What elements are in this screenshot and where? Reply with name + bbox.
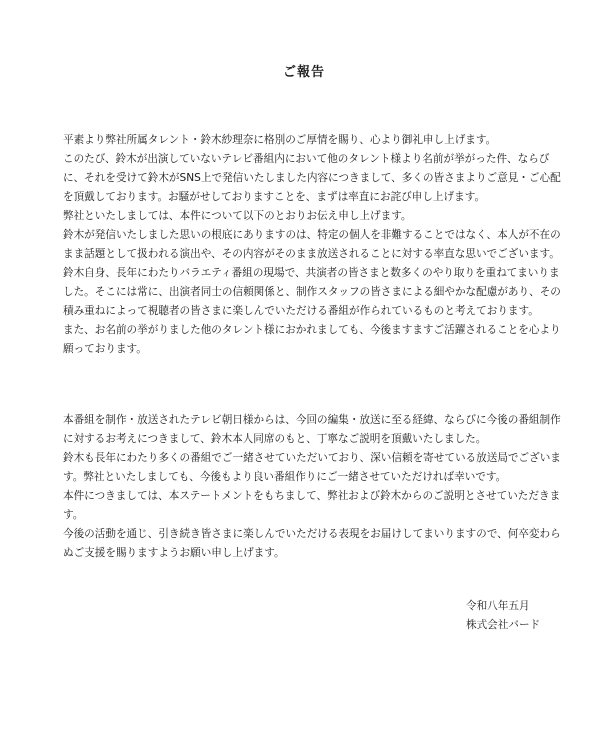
paragraph-company-position: 弊社といたしましては、本件について以下のとおりお伝え申し上げます。 [63, 210, 412, 222]
paragraph-conclusion: 本件につきましては、本ステートメントをもちまして、弊社および鈴木からのご説明とさせていただきます。 [63, 490, 561, 521]
signature-block [466, 597, 540, 635]
statement-section-2 [63, 411, 563, 563]
paragraph-trust: 鈴木も長年にわたり多くの番組でご一緒させていただいており、深い信頼を寄せている放送局でございます。弊社といたしましても、今後もより良い番組作りにご一緒させていただければ幸いです。 [63, 452, 561, 483]
paragraph-broadcaster-explanation: 本番組を制作・放送されたテレビ朝日様からは、今回の編集・放送に至る経緯、ならびに今後の番組制作に対するお考えにつきまして、鈴木本人同席のもと、丁寧なご説明を頂戴いたしました。 [63, 414, 561, 445]
paragraph-apology: このたび、鈴木が出演していないテレビ番組内において他のタレント様より名前が挙がった件、ならびに、それを受けて鈴木がSNS上で発信いたしました内容につきまして、多くの皆さまよりご意見・ご心配を頂戴しております。お騒がせしておりますことを、まずは率直にお詫び申し上げます。 [63, 153, 561, 203]
paragraph-greeting: 平素より弊社所属タレント・鈴木紗理奈に格別のご厚情を賜り、心より御礼申し上げます。 [63, 134, 497, 146]
paragraph-wishes: また、お名前の挙がりました他のタレント様におかれましても、今後ますますご活躍されることを心より願っております。 [63, 324, 561, 355]
document-date: 令和八年五月 [466, 600, 530, 612]
paragraph-intent: 鈴木が発信いたしました思いの根底にありますのは、特定の個人を非難することではなく、本人が不在のまま話題として扱われる演出や、その内容がそのまま放送されることに対する率直な思いでございます。 [63, 229, 561, 260]
company-name: 株式会社バード [466, 619, 541, 631]
paragraph-experience: 鈴木自身、長年にわたりバラエティ番組の現場で、共演者の皆さまと数多くのやり取りを重ねてまいりました。そこには常に、出演者同士の信頼関係と、制作スタッフの皆さまによる細やかな配慮があり、その積み重ねによって視聴者の皆さまに楽しんでいただける番組が作られているものと考えております。 [63, 267, 561, 317]
statement-section-1 [63, 131, 563, 359]
paragraph-closing: 今後の活動を通じ、引き続き皆さまに楽しんでいただける表現をお届けしてまいりますので、何卒変わらぬご支援を賜りますようお願い申し上げます。 [63, 528, 561, 559]
document-title: ご報告 [282, 65, 325, 80]
